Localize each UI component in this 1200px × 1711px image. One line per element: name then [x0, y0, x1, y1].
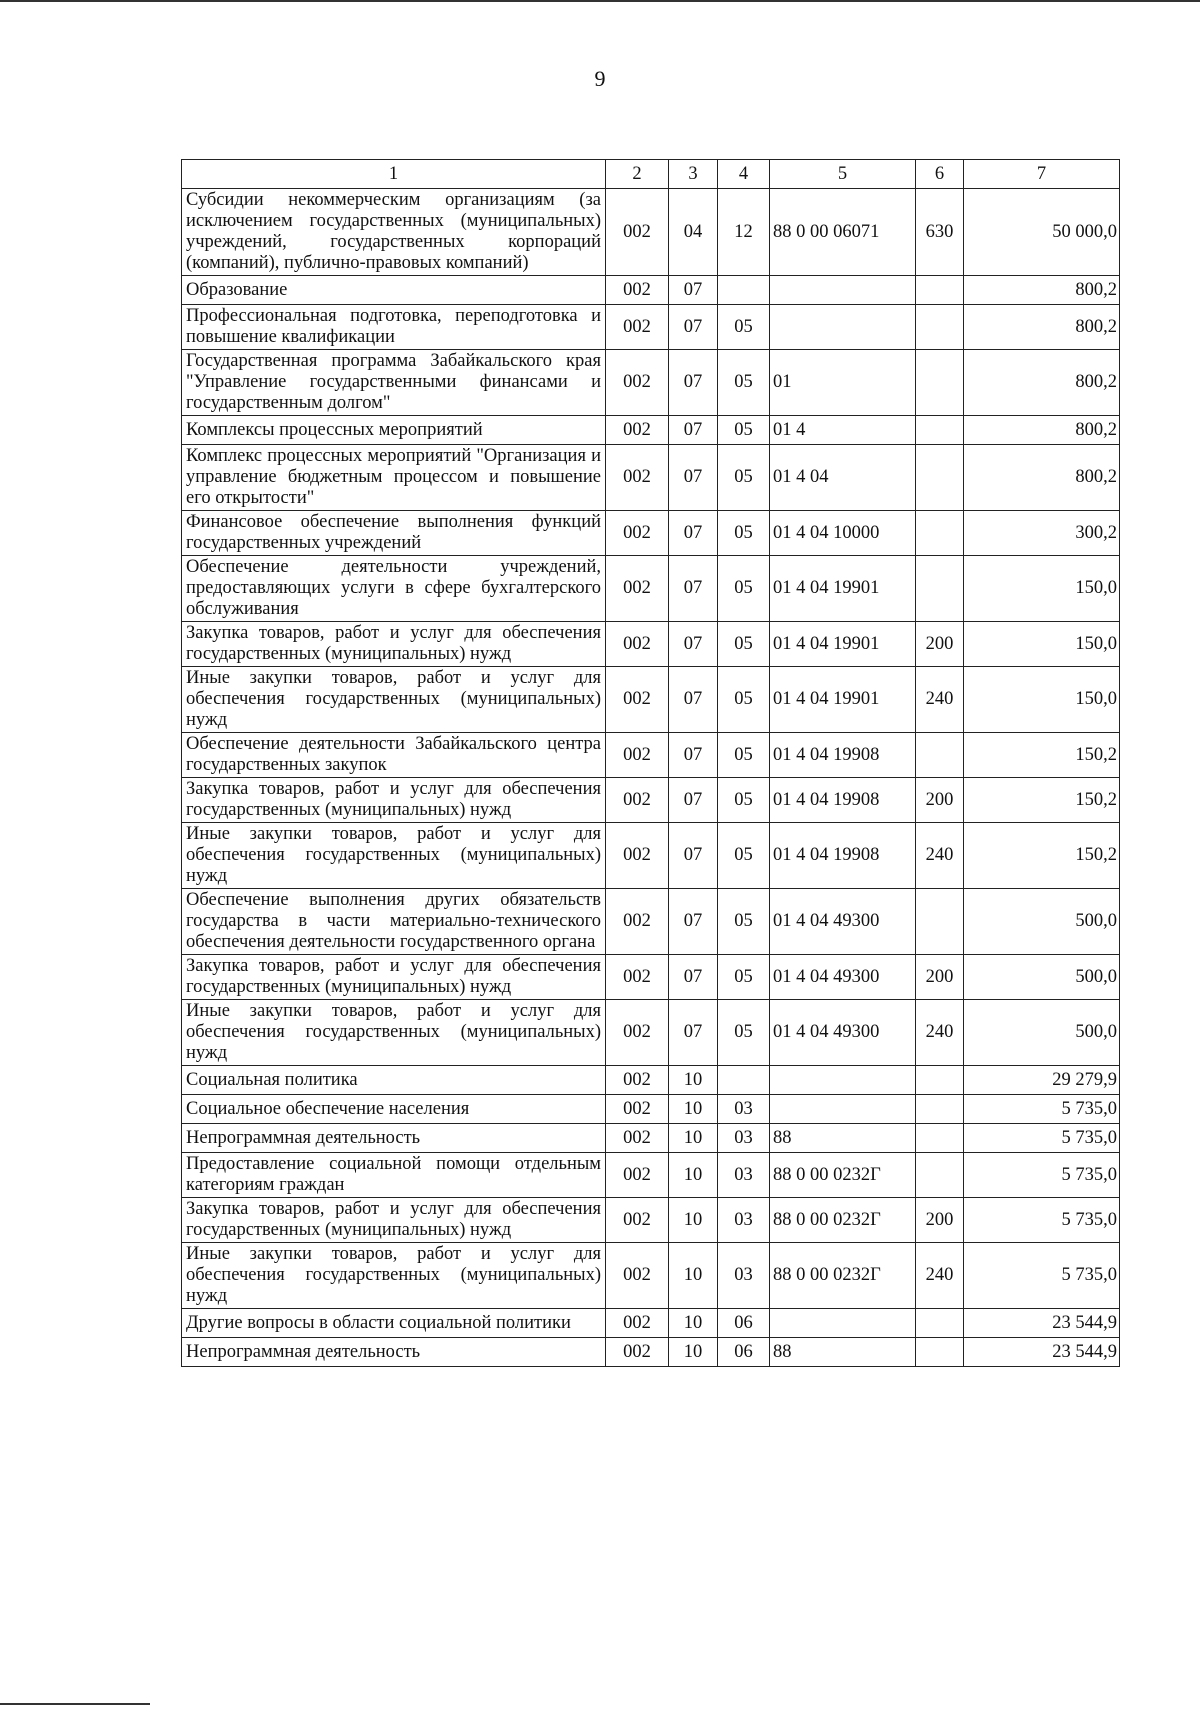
- subsection-code-cell: 05: [718, 667, 770, 733]
- header-cell-7: 7: [964, 160, 1120, 189]
- section-code-cell: 10: [669, 1198, 718, 1243]
- row-name-cell: Иные закупки товаров, работ и услуг для обеспечения государственных (муниципальных) нужд: [182, 1000, 606, 1066]
- target-article-cell: 01 4 04 49300: [770, 889, 916, 955]
- row-name-cell: Социальная политика: [182, 1066, 606, 1095]
- target-article-cell: 01: [770, 350, 916, 416]
- amount-cell: 29 279,9: [964, 1066, 1120, 1095]
- row-name-cell: Предоставление социальной помощи отдельным категориям граждан: [182, 1153, 606, 1198]
- target-article-cell: 88: [770, 1338, 916, 1367]
- table-row: [182, 305, 1120, 350]
- subsection-code-cell: 05: [718, 733, 770, 778]
- row-name-cell: Социальное обеспечение населения: [182, 1095, 606, 1124]
- row-name-cell: Образование: [182, 276, 606, 305]
- admin-code-cell: 002: [606, 276, 669, 305]
- table-row: [182, 622, 1120, 667]
- table-row: [182, 511, 1120, 556]
- admin-code-cell: 002: [606, 733, 669, 778]
- row-name-cell: Обеспечение выполнения других обязательств государства в части материально-технического обеспечения деятельности государственного органа: [182, 889, 606, 955]
- table-row: [182, 667, 1120, 733]
- subsection-code-cell: 05: [718, 778, 770, 823]
- expense-type-cell: [916, 276, 964, 305]
- expense-type-cell: 240: [916, 667, 964, 733]
- header-cell-1: 1: [182, 160, 606, 189]
- target-article-cell: 88 0 00 0232Г: [770, 1198, 916, 1243]
- target-article-cell: 01 4 04 19901: [770, 556, 916, 622]
- amount-cell: 150,0: [964, 667, 1120, 733]
- amount-cell: 23 544,9: [964, 1309, 1120, 1338]
- expense-type-cell: 200: [916, 778, 964, 823]
- row-name-cell: Закупка товаров, работ и услуг для обеспечения государственных (муниципальных) нужд: [182, 622, 606, 667]
- subsection-code-cell: [718, 276, 770, 305]
- admin-code-cell: 002: [606, 955, 669, 1000]
- amount-cell: 500,0: [964, 955, 1120, 1000]
- amount-cell: 5 735,0: [964, 1095, 1120, 1124]
- admin-code-cell: 002: [606, 1124, 669, 1153]
- table-row: [182, 416, 1120, 445]
- subsection-code-cell: 05: [718, 889, 770, 955]
- table-row: [182, 1338, 1120, 1367]
- expense-type-cell: [916, 1095, 964, 1124]
- expense-type-cell: [916, 1309, 964, 1338]
- table-row: [182, 276, 1120, 305]
- admin-code-cell: 002: [606, 1066, 669, 1095]
- amount-cell: 5 735,0: [964, 1198, 1120, 1243]
- row-name-cell: Другие вопросы в области социальной политики: [182, 1309, 606, 1338]
- admin-code-cell: 002: [606, 1338, 669, 1367]
- expense-type-cell: [916, 511, 964, 556]
- expense-type-cell: 200: [916, 1198, 964, 1243]
- subsection-code-cell: 03: [718, 1198, 770, 1243]
- target-article-cell: 01 4 04 10000: [770, 511, 916, 556]
- target-article-cell: 01 4 04: [770, 445, 916, 511]
- admin-code-cell: 002: [606, 622, 669, 667]
- expense-type-cell: [916, 305, 964, 350]
- table-row: [182, 1095, 1120, 1124]
- admin-code-cell: 002: [606, 305, 669, 350]
- expense-type-cell: [916, 889, 964, 955]
- target-article-cell: [770, 1309, 916, 1338]
- table-row: [182, 889, 1120, 955]
- table-row: [182, 1198, 1120, 1243]
- expense-type-cell: [916, 733, 964, 778]
- header-cell-2: 2: [606, 160, 669, 189]
- table-row: [182, 1309, 1120, 1338]
- subsection-code-cell: 05: [718, 823, 770, 889]
- subsection-code-cell: 03: [718, 1153, 770, 1198]
- admin-code-cell: 002: [606, 556, 669, 622]
- subsection-code-cell: 03: [718, 1124, 770, 1153]
- table-row: [182, 955, 1120, 1000]
- subsection-code-cell: 05: [718, 556, 770, 622]
- section-code-cell: 07: [669, 778, 718, 823]
- admin-code-cell: 002: [606, 445, 669, 511]
- table-row: [182, 445, 1120, 511]
- expense-type-cell: [916, 416, 964, 445]
- section-code-cell: 07: [669, 416, 718, 445]
- expense-type-cell: 240: [916, 1000, 964, 1066]
- row-name-cell: Закупка товаров, работ и услуг для обеспечения государственных (муниципальных) нужд: [182, 778, 606, 823]
- table-row: [182, 189, 1120, 276]
- section-code-cell: 07: [669, 445, 718, 511]
- expense-type-cell: [916, 1338, 964, 1367]
- row-name-cell: Финансовое обеспечение выполнения функций государственных учреждений: [182, 511, 606, 556]
- section-code-cell: 07: [669, 1000, 718, 1066]
- subsection-code-cell: 05: [718, 416, 770, 445]
- subsection-code-cell: 05: [718, 305, 770, 350]
- section-code-cell: 10: [669, 1153, 718, 1198]
- target-article-cell: 01 4 04 19901: [770, 622, 916, 667]
- section-code-cell: 07: [669, 305, 718, 350]
- table-row: [182, 1243, 1120, 1309]
- section-code-cell: 07: [669, 733, 718, 778]
- subsection-code-cell: 05: [718, 1000, 770, 1066]
- admin-code-cell: 002: [606, 1309, 669, 1338]
- table-row: [182, 1124, 1120, 1153]
- subsection-code-cell: 06: [718, 1338, 770, 1367]
- header-cell-4: 4: [718, 160, 770, 189]
- row-name-cell: Закупка товаров, работ и услуг для обеспечения государственных (муниципальных) нужд: [182, 955, 606, 1000]
- subsection-code-cell: 05: [718, 955, 770, 1000]
- expense-type-cell: [916, 556, 964, 622]
- admin-code-cell: 002: [606, 350, 669, 416]
- subsection-code-cell: 06: [718, 1309, 770, 1338]
- table-row: [182, 556, 1120, 622]
- subsection-code-cell: 05: [718, 350, 770, 416]
- target-article-cell: 01 4 04 49300: [770, 955, 916, 1000]
- admin-code-cell: 002: [606, 667, 669, 733]
- amount-cell: 150,2: [964, 733, 1120, 778]
- subsection-code-cell: 05: [718, 622, 770, 667]
- section-code-cell: 07: [669, 556, 718, 622]
- target-article-cell: 01 4 04 19908: [770, 778, 916, 823]
- amount-cell: 500,0: [964, 889, 1120, 955]
- table-row: [182, 778, 1120, 823]
- target-article-cell: 01 4 04 49300: [770, 1000, 916, 1066]
- header-cell-3: 3: [669, 160, 718, 189]
- row-name-cell: Иные закупки товаров, работ и услуг для обеспечения государственных (муниципальных) нужд: [182, 667, 606, 733]
- table-row: [182, 350, 1120, 416]
- target-article-cell: 01 4 04 19908: [770, 823, 916, 889]
- amount-cell: 150,2: [964, 778, 1120, 823]
- row-name-cell: Обеспечение деятельности Забайкальского центра государственных закупок: [182, 733, 606, 778]
- section-code-cell: 10: [669, 1095, 718, 1124]
- budget-table-body: [182, 160, 1120, 1367]
- row-name-cell: Иные закупки товаров, работ и услуг для обеспечения государственных (муниципальных) нужд: [182, 823, 606, 889]
- target-article-cell: 01 4: [770, 416, 916, 445]
- admin-code-cell: 002: [606, 1243, 669, 1309]
- row-name-cell: Профессиональная подготовка, переподготовка и повышение квалификации: [182, 305, 606, 350]
- section-code-cell: 07: [669, 955, 718, 1000]
- row-name-cell: Непрограммная деятельность: [182, 1338, 606, 1367]
- amount-cell: 50 000,0: [964, 189, 1120, 276]
- admin-code-cell: 002: [606, 1153, 669, 1198]
- subsection-code-cell: [718, 1066, 770, 1095]
- target-article-cell: [770, 1066, 916, 1095]
- target-article-cell: [770, 1095, 916, 1124]
- expense-type-cell: 240: [916, 823, 964, 889]
- amount-cell: 800,2: [964, 416, 1120, 445]
- admin-code-cell: 002: [606, 416, 669, 445]
- section-code-cell: 07: [669, 622, 718, 667]
- section-code-cell: 07: [669, 276, 718, 305]
- subsection-code-cell: 03: [718, 1243, 770, 1309]
- row-name-cell: Государственная программа Забайкальского края "Управление государственными финансами и государственным долгом": [182, 350, 606, 416]
- expense-type-cell: 630: [916, 189, 964, 276]
- amount-cell: 800,2: [964, 350, 1120, 416]
- amount-cell: 800,2: [964, 445, 1120, 511]
- admin-code-cell: 002: [606, 1095, 669, 1124]
- target-article-cell: 88 0 00 06071: [770, 189, 916, 276]
- table-row: [182, 823, 1120, 889]
- amount-cell: 5 735,0: [964, 1124, 1120, 1153]
- amount-cell: 150,2: [964, 823, 1120, 889]
- table-header-row: [182, 160, 1120, 189]
- admin-code-cell: 002: [606, 823, 669, 889]
- section-code-cell: 07: [669, 511, 718, 556]
- bottom-border-line: [0, 1703, 150, 1705]
- header-cell-6: 6: [916, 160, 964, 189]
- amount-cell: 150,0: [964, 622, 1120, 667]
- admin-code-cell: 002: [606, 1000, 669, 1066]
- expense-type-cell: [916, 445, 964, 511]
- expense-type-cell: [916, 1066, 964, 1095]
- budget-table: [181, 159, 1120, 1367]
- subsection-code-cell: 12: [718, 189, 770, 276]
- admin-code-cell: 002: [606, 1198, 669, 1243]
- subsection-code-cell: 05: [718, 511, 770, 556]
- table-row: [182, 1153, 1120, 1198]
- amount-cell: 5 735,0: [964, 1153, 1120, 1198]
- target-article-cell: 88 0 00 0232Г: [770, 1243, 916, 1309]
- expense-type-cell: [916, 1153, 964, 1198]
- section-code-cell: 10: [669, 1066, 718, 1095]
- expense-type-cell: 200: [916, 955, 964, 1000]
- row-name-cell: Обеспечение деятельности учреждений, предоставляющих услуги в сфере бухгалтерского обслуживания: [182, 556, 606, 622]
- section-code-cell: 07: [669, 350, 718, 416]
- expense-type-cell: 200: [916, 622, 964, 667]
- row-name-cell: Иные закупки товаров, работ и услуг для обеспечения государственных (муниципальных) нужд: [182, 1243, 606, 1309]
- expense-type-cell: [916, 350, 964, 416]
- admin-code-cell: 002: [606, 778, 669, 823]
- admin-code-cell: 002: [606, 889, 669, 955]
- target-article-cell: 01 4 04 19908: [770, 733, 916, 778]
- section-code-cell: 10: [669, 1243, 718, 1309]
- row-name-cell: Закупка товаров, работ и услуг для обеспечения государственных (муниципальных) нужд: [182, 1198, 606, 1243]
- expense-type-cell: 240: [916, 1243, 964, 1309]
- section-code-cell: 07: [669, 667, 718, 733]
- section-code-cell: 10: [669, 1338, 718, 1367]
- amount-cell: 5 735,0: [964, 1243, 1120, 1309]
- row-name-cell: Субсидии некоммерческим организациям (за исключением государственных (муниципальных) учреждений, государственных корпораций (компаний), публично-правовых компаний): [182, 189, 606, 276]
- top-border-line: [0, 0, 1200, 2]
- section-code-cell: 04: [669, 189, 718, 276]
- target-article-cell: 88: [770, 1124, 916, 1153]
- admin-code-cell: 002: [606, 511, 669, 556]
- target-article-cell: 01 4 04 19901: [770, 667, 916, 733]
- section-code-cell: 07: [669, 889, 718, 955]
- table-row: [182, 733, 1120, 778]
- row-name-cell: Непрограммная деятельность: [182, 1124, 606, 1153]
- subsection-code-cell: 03: [718, 1095, 770, 1124]
- amount-cell: 300,2: [964, 511, 1120, 556]
- header-cell-5: 5: [770, 160, 916, 189]
- expense-type-cell: [916, 1124, 964, 1153]
- admin-code-cell: 002: [606, 189, 669, 276]
- target-article-cell: [770, 305, 916, 350]
- page-number: 9: [594, 66, 606, 91]
- amount-cell: 800,2: [964, 276, 1120, 305]
- table-row: [182, 1000, 1120, 1066]
- target-article-cell: [770, 276, 916, 305]
- target-article-cell: 88 0 00 0232Г: [770, 1153, 916, 1198]
- amount-cell: 150,0: [964, 556, 1120, 622]
- row-name-cell: Комплекс процессных мероприятий "Организация и управление бюджетным процессом и повышение его открытости": [182, 445, 606, 511]
- section-code-cell: 10: [669, 1309, 718, 1338]
- section-code-cell: 07: [669, 823, 718, 889]
- amount-cell: 500,0: [964, 1000, 1120, 1066]
- table-row: [182, 1066, 1120, 1095]
- amount-cell: 800,2: [964, 305, 1120, 350]
- amount-cell: 23 544,9: [964, 1338, 1120, 1367]
- section-code-cell: 10: [669, 1124, 718, 1153]
- subsection-code-cell: 05: [718, 445, 770, 511]
- row-name-cell: Комплексы процессных мероприятий: [182, 416, 606, 445]
